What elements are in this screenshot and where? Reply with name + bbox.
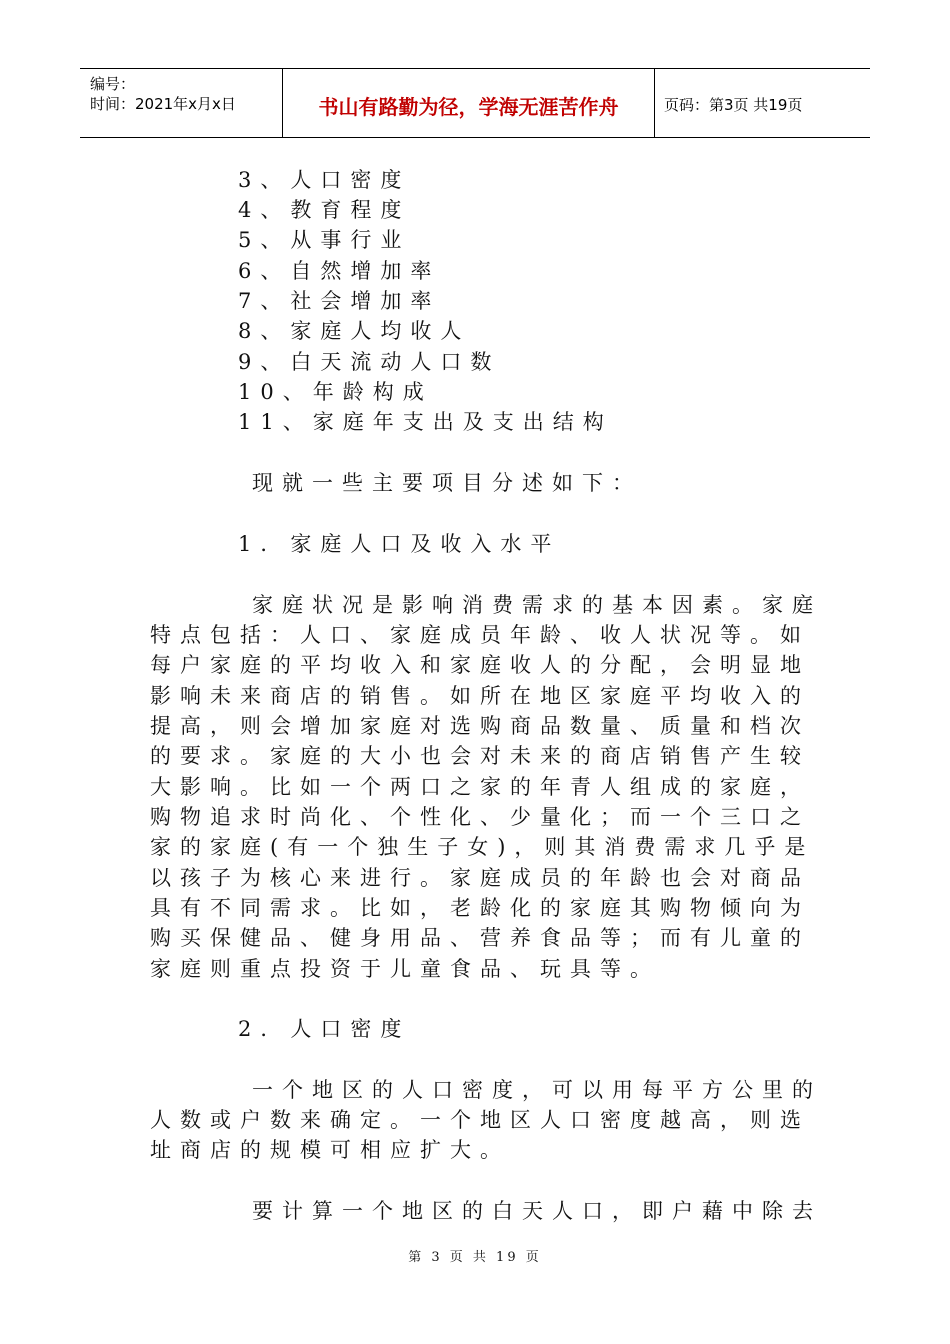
paragraph-line: 影响未来商店的销售。如所在地区家庭平均收入的 [150, 684, 810, 708]
list-item: 6、自然增加率 [238, 259, 441, 283]
list-item: 8、家庭人均收人 [238, 319, 471, 343]
list-item: 5、从事行业 [238, 228, 411, 252]
paragraph-line: 址商店的规模可相应扩大。 [150, 1138, 510, 1162]
paragraph-line: 人数或户数来确定。一个地区人口密度越高，则选 [150, 1108, 810, 1132]
page-header [80, 68, 870, 138]
paragraph-line: 的要求。家庭的大小也会对未来的商店销售产生较 [150, 744, 810, 768]
paragraph-line: 每户家庭的平均收入和家庭收人的分配，会明显地 [150, 653, 810, 677]
list-item: 9、白天流动人口数 [238, 350, 501, 374]
paragraph-line: 具有不同需求。比如，老龄化的家庭其购物倾向为 [150, 896, 810, 920]
paragraph-line: 大影响。比如一个两口之家的年青人组成的家庭， [150, 775, 810, 799]
document-date: 时间：2021年x月x日 [90, 95, 236, 113]
list-item: 3、人口密度 [238, 168, 411, 192]
intro-paragraph: 现就一些主要项目分述如下： [252, 471, 642, 495]
list-item: 10、年龄构成 [238, 380, 433, 404]
header-page-info: 页码：第3页 共19页 [664, 96, 803, 114]
section-heading: 1．家庭人口及收入水平 [238, 532, 561, 556]
paragraph-line: 家庭则重点投资于儿童食品、玩具等。 [150, 957, 660, 981]
paragraph-line: 购买保健品、健身用品、营养食品等；而有儿童的 [150, 926, 810, 950]
paragraph-line: 购物追求时尚化、个性化、少量化；而一个三口之 [150, 805, 810, 829]
section-heading: 2．人口密度 [238, 1017, 411, 1041]
paragraph-line: 家庭状况是影响消费需求的基本因素。家庭 [252, 593, 822, 617]
document-number-label: 编号： [90, 75, 136, 93]
list-item: 11、家庭年支出及支出结构 [238, 410, 613, 434]
paragraph-line: 提高，则会增加家庭对选购商品数量、质量和档次 [150, 714, 810, 738]
list-item: 4、教育程度 [238, 198, 411, 222]
page-footer: 第 3 页 共 19 页 [408, 1250, 542, 1265]
header-motto-cell [282, 69, 655, 137]
paragraph-line: 特点包括：人口、家庭成员年龄、收人状况等。如 [150, 623, 810, 647]
paragraph-line: 一个地区的人口密度，可以用每平方公里的 [252, 1078, 822, 1102]
paragraph-line: 家的家庭(有一个独生子女)，则其消费需求几乎是 [150, 835, 815, 859]
paragraph-line: 要计算一个地区的白天人口，即户藉中除去 [252, 1199, 822, 1223]
header-meta-cell [80, 69, 282, 137]
paragraph-line: 以孩子为核心来进行。家庭成员的年龄也会对商品 [150, 866, 810, 890]
header-motto: 书山有路勤为径，学海无涯苦作舟 [318, 95, 619, 119]
header-page-cell [654, 69, 870, 137]
list-item: 7、社会增加率 [238, 289, 441, 313]
